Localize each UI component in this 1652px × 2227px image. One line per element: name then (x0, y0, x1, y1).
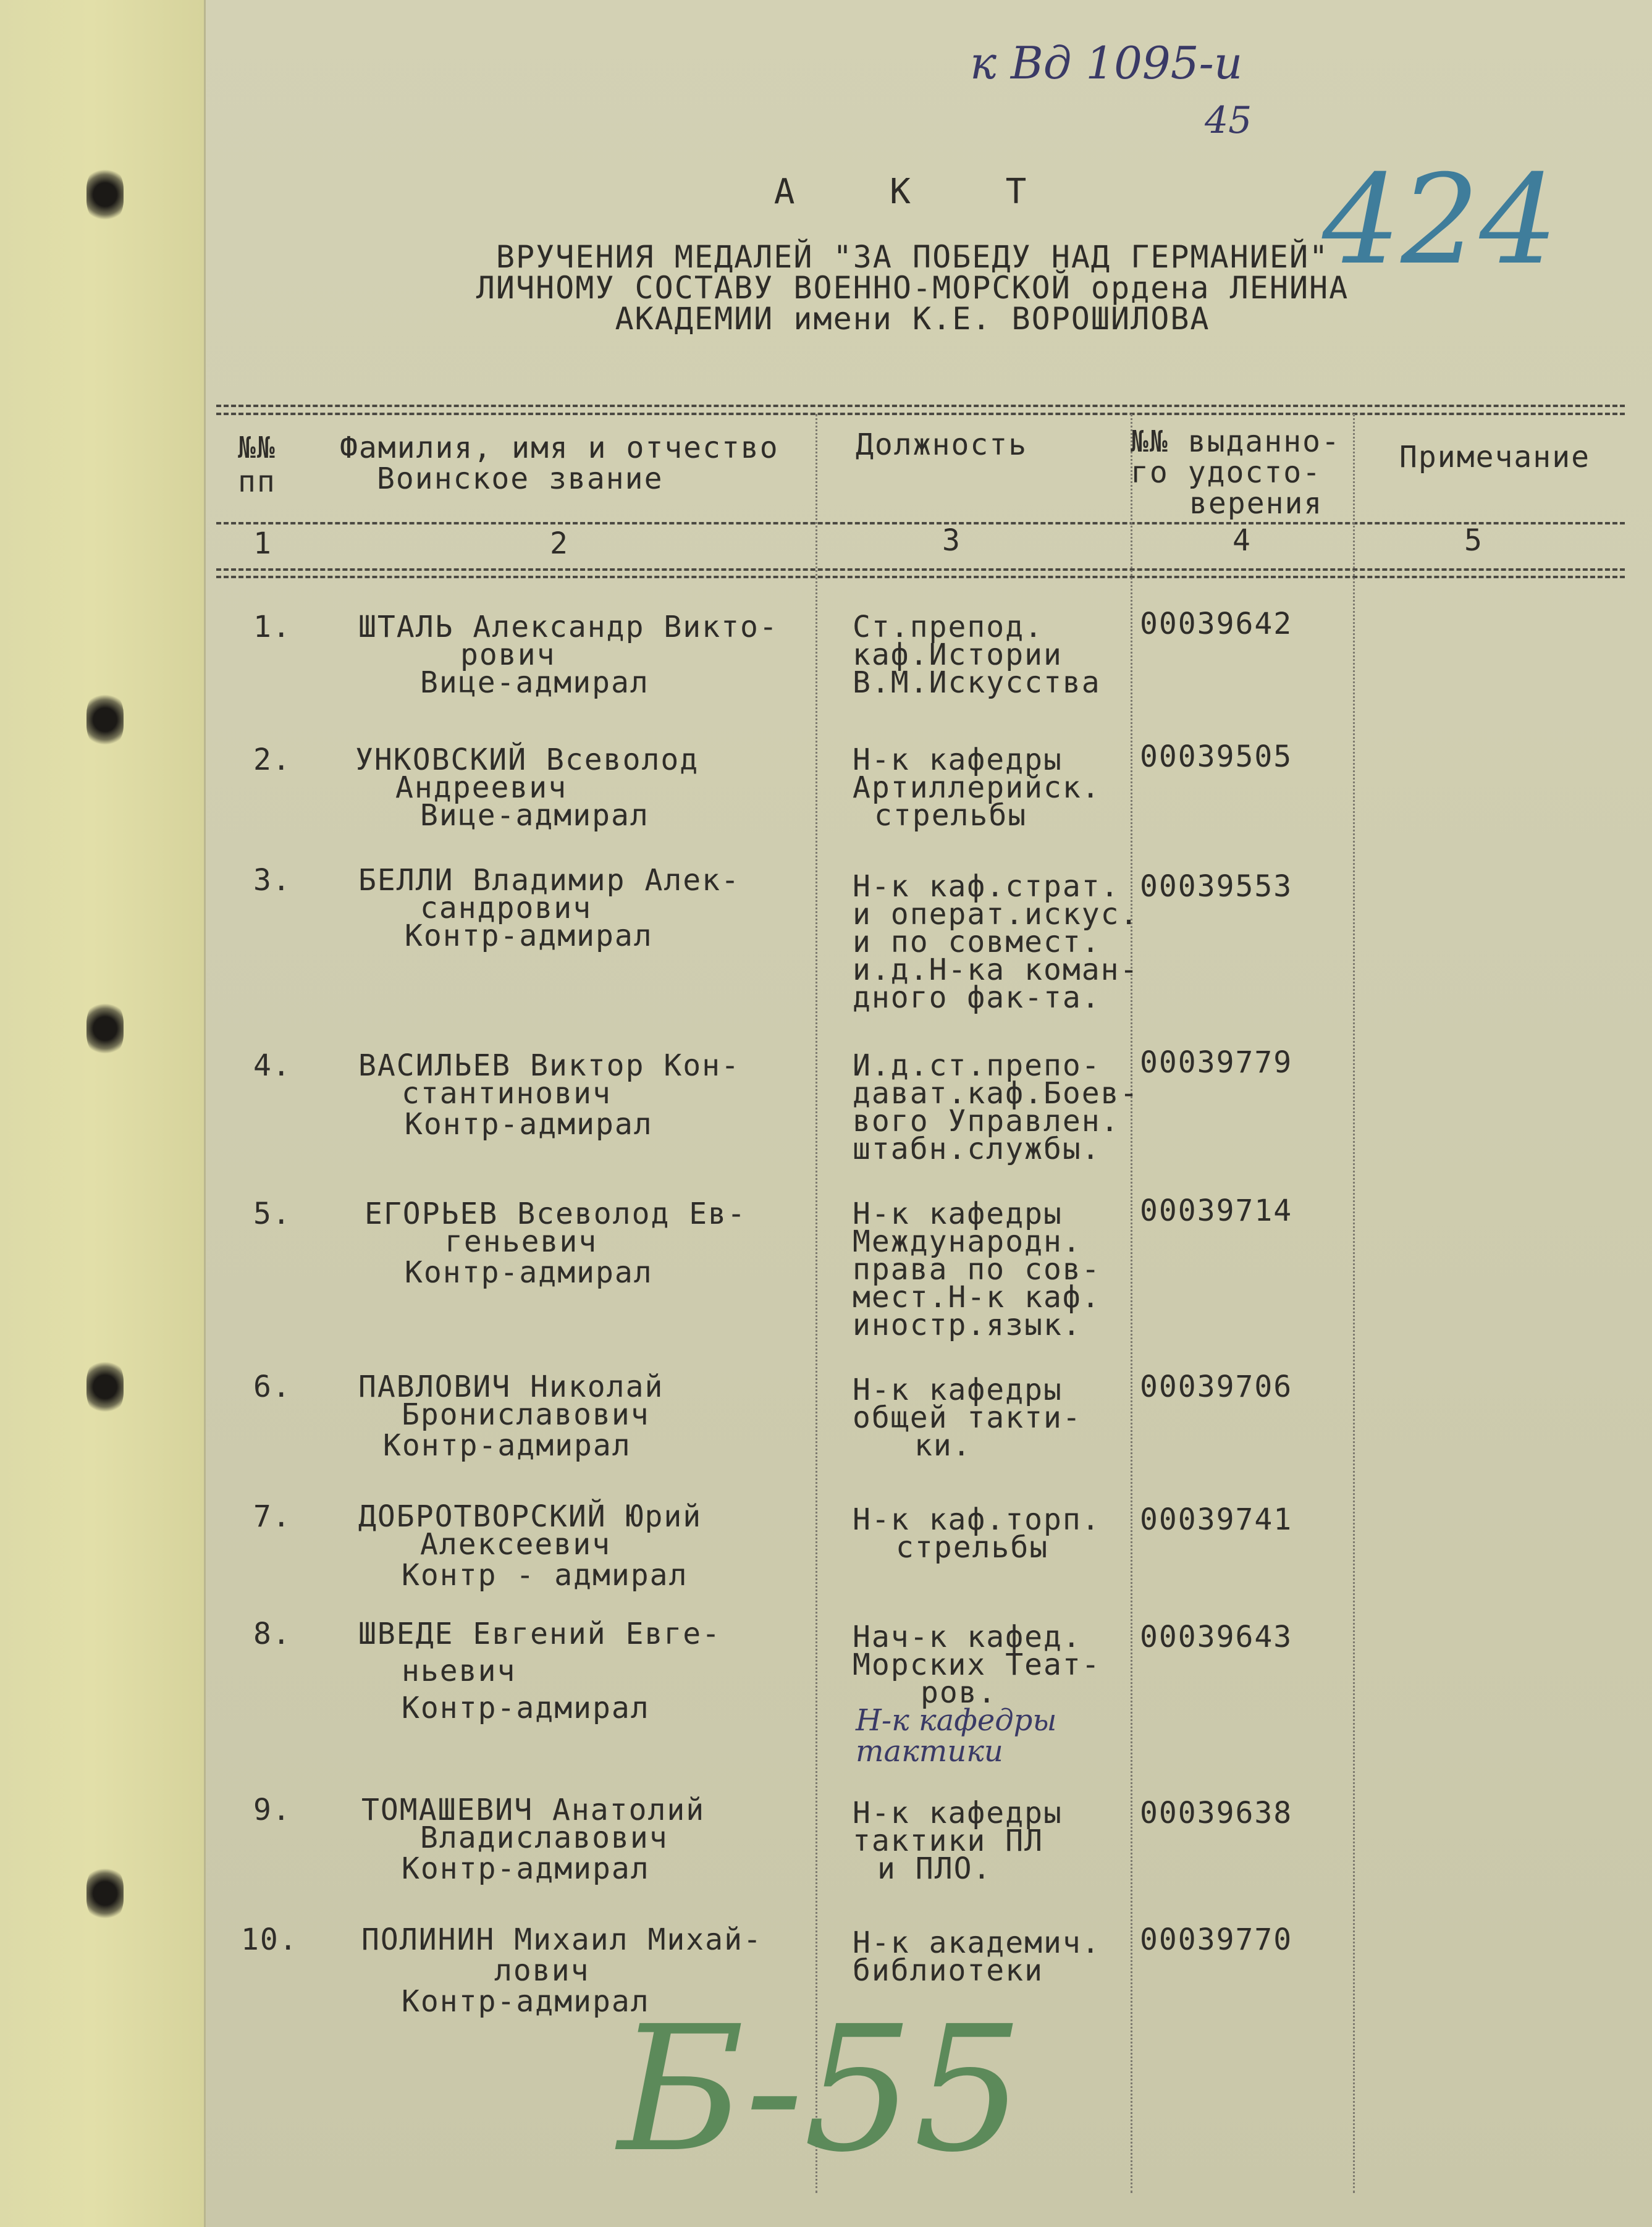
certificate-number: 00039741 (1140, 1502, 1293, 1537)
position-line: стрельбы (874, 798, 1027, 833)
position-line: и.д.Н-ка коман- (853, 953, 1139, 987)
position-line: Международн. (853, 1224, 1082, 1259)
person-name: ЕГОРЬЕВ Всеволод Ев- (365, 1197, 746, 1231)
person-rank: Контр-адмирал (405, 1107, 653, 1142)
header-cert-3: верения (1189, 486, 1323, 521)
person-name-cont: геньевич (445, 1224, 598, 1259)
certificate-number: 00039770 (1140, 1922, 1293, 1957)
sheet-number: 45 (1205, 99, 1252, 142)
person-rank: Контр-адмирал (405, 919, 653, 953)
position-line: мест.Н-к каф. (853, 1280, 1101, 1315)
position-line: Нач-к кафед. (853, 1620, 1082, 1654)
person-name: УНКОВСКИЙ Всеволод (355, 743, 699, 777)
row-number: 2. (253, 743, 292, 777)
position-line: и по совмест. (853, 925, 1101, 959)
position-line: Н-к кафедры (853, 1796, 1063, 1830)
person-name-cont: сандрович (420, 891, 592, 925)
row-number: 6. (253, 1370, 292, 1404)
position-line: дного фак-та. (853, 980, 1101, 1015)
position-line: штабн.службы. (853, 1132, 1101, 1166)
column-number: 2 (550, 526, 569, 561)
position-line: вого Управлен. (853, 1104, 1120, 1139)
certificate-number: 00039714 (1140, 1193, 1293, 1228)
position-line: ки. (914, 1428, 972, 1463)
person-rank: Контр-адмирал (402, 1691, 650, 1725)
certificate-number: 00039706 (1140, 1370, 1293, 1404)
header-name: Фамилия, имя и отчество (340, 431, 779, 465)
person-name: ТОМАШЕВИЧ Анатолий (361, 1793, 706, 1827)
position-line: и ПЛО. (877, 1851, 992, 1886)
person-name-cont: Андреевич (395, 770, 568, 805)
column-divider (1353, 414, 1355, 2193)
row-number: 5. (253, 1197, 292, 1231)
header-cert: №№ выданно- (1131, 424, 1341, 459)
column-number: 5 (1464, 523, 1483, 558)
position-line: общей такти- (853, 1400, 1082, 1435)
person-name: ПАВЛОВИЧ Николай (358, 1370, 664, 1404)
person-name-cont: лович (494, 1953, 590, 1988)
person-name: ШТАЛЬ Александр Викто- (358, 610, 778, 644)
person-rank: Вице-адмирал (420, 798, 649, 833)
position-line: права по сов- (853, 1252, 1101, 1287)
certificate-number: 00039643 (1140, 1620, 1293, 1654)
punch-hole (86, 1866, 124, 1921)
person-name: БЕЛЛИ Владимир Алек- (358, 863, 740, 898)
column-number: 3 (942, 523, 961, 558)
person-name-cont: рович (460, 638, 556, 672)
certificate-number: 00039553 (1140, 869, 1293, 904)
table-top-rule (216, 413, 1625, 415)
person-rank: Контр-адмирал (383, 1428, 631, 1463)
punch-hole (86, 1001, 124, 1056)
punch-hole (86, 1359, 124, 1415)
header-rule (216, 522, 1625, 524)
row-number: 3. (253, 863, 292, 898)
handwritten-mark: Б-55 (618, 1989, 1024, 2191)
position-line: Морских Теат- (853, 1648, 1101, 1682)
column-number-rule (216, 576, 1625, 578)
position-line: Н-к каф.страт. (853, 869, 1120, 904)
row-number: 8. (253, 1617, 292, 1651)
table-top-rule (216, 405, 1625, 407)
position-line: Артиллерийск. (853, 770, 1101, 805)
person-name-cont: Алексеевич (420, 1527, 611, 1562)
position-line: Н-к кафедры (853, 1197, 1063, 1231)
position-line: тактики ПЛ (853, 1824, 1043, 1858)
row-number: 4. (253, 1048, 292, 1083)
header-position: Должность (856, 427, 1028, 462)
person-name: ПОЛИНИН Михаил Михай- (361, 1922, 762, 1957)
person-name-cont: ньевич (402, 1654, 516, 1688)
certificate-number: 00039505 (1140, 739, 1293, 774)
position-line: стрельбы (896, 1530, 1049, 1565)
position-line: Н-к кафедры (853, 743, 1063, 777)
person-name-cont: Владиславович (420, 1821, 668, 1855)
person-rank: Контр-адмирал (402, 1851, 650, 1886)
position-line: библиотеки (853, 1953, 1043, 1988)
row-number: 10. (241, 1922, 298, 1957)
position-line: В.М.Искусства (853, 665, 1101, 700)
position-line: Ст.препод. (853, 610, 1043, 644)
person-name: ДОБРОТВОРСКИЙ Юрий (358, 1499, 702, 1534)
position-line: Н-к каф.торп. (853, 1502, 1101, 1537)
handwritten-correction: Н-к кафедры тактики (856, 1703, 1057, 1769)
title-line-3: АКАДЕМИИ имени К.Е. ВОРОШИЛОВА (615, 301, 1210, 337)
row-number: 9. (253, 1793, 292, 1827)
title-line-1: ВРУЧЕНИЯ МЕДАЛЕЙ "ЗА ПОБЕДУ НАД ГЕРМАНИЕЙ" (495, 239, 1330, 275)
certificate-number: 00039642 (1140, 607, 1293, 641)
column-number: 1 (253, 526, 272, 561)
certificate-number: 00039779 (1140, 1045, 1293, 1080)
archive-reference: к Вд 1095-и (970, 37, 1243, 89)
column-number: 4 (1233, 523, 1252, 558)
position-line: И.д.ст.препо- (853, 1048, 1101, 1083)
header-cert-2: го удосто- (1131, 455, 1321, 490)
person-name-cont: Брониславович (402, 1397, 650, 1432)
punch-hole (86, 692, 124, 747)
column-divider (815, 414, 817, 2193)
position-line: дават.каф.Боев- (853, 1076, 1139, 1111)
person-name-cont: стантинович (402, 1076, 612, 1111)
header-num: №№ (238, 431, 276, 465)
person-name: ВАСИЛЬЕВ Виктор Кон- (358, 1048, 740, 1083)
position-line: Н-к кафедры (853, 1373, 1063, 1407)
document-title: А К Т (773, 172, 1064, 212)
person-name: ШВЕДЕ Евгений Евге- (358, 1617, 722, 1651)
person-rank: Контр - адмирал (402, 1558, 688, 1593)
row-number: 7. (253, 1499, 292, 1534)
column-divider (1131, 414, 1132, 2193)
position-line: ров. (921, 1675, 997, 1710)
position-line: Н-к академич. (853, 1926, 1101, 1960)
page-number-stamp: 424 (1322, 148, 1558, 292)
position-line: и операт.искус. (853, 897, 1139, 932)
person-rank: Контр-адмирал (402, 1984, 650, 2019)
row-number: 1. (253, 610, 292, 644)
position-line: иностр.язык. (853, 1308, 1082, 1342)
title-line-2: ЛИЧНОМУ СОСТАВУ ВОЕННО-МОРСКОЙ ордена ЛЕНИНА (476, 270, 1349, 306)
person-rank: Контр-адмирал (405, 1255, 653, 1290)
certificate-number: 00039638 (1140, 1796, 1293, 1830)
header-num-2: пп (238, 465, 276, 499)
header-notes: Примечание (1399, 440, 1590, 474)
header-rank: Воинское звание (377, 461, 664, 496)
person-rank: Вице-адмирал (420, 665, 649, 700)
column-number-rule (216, 568, 1625, 571)
position-line: каф.Истории (853, 638, 1063, 672)
